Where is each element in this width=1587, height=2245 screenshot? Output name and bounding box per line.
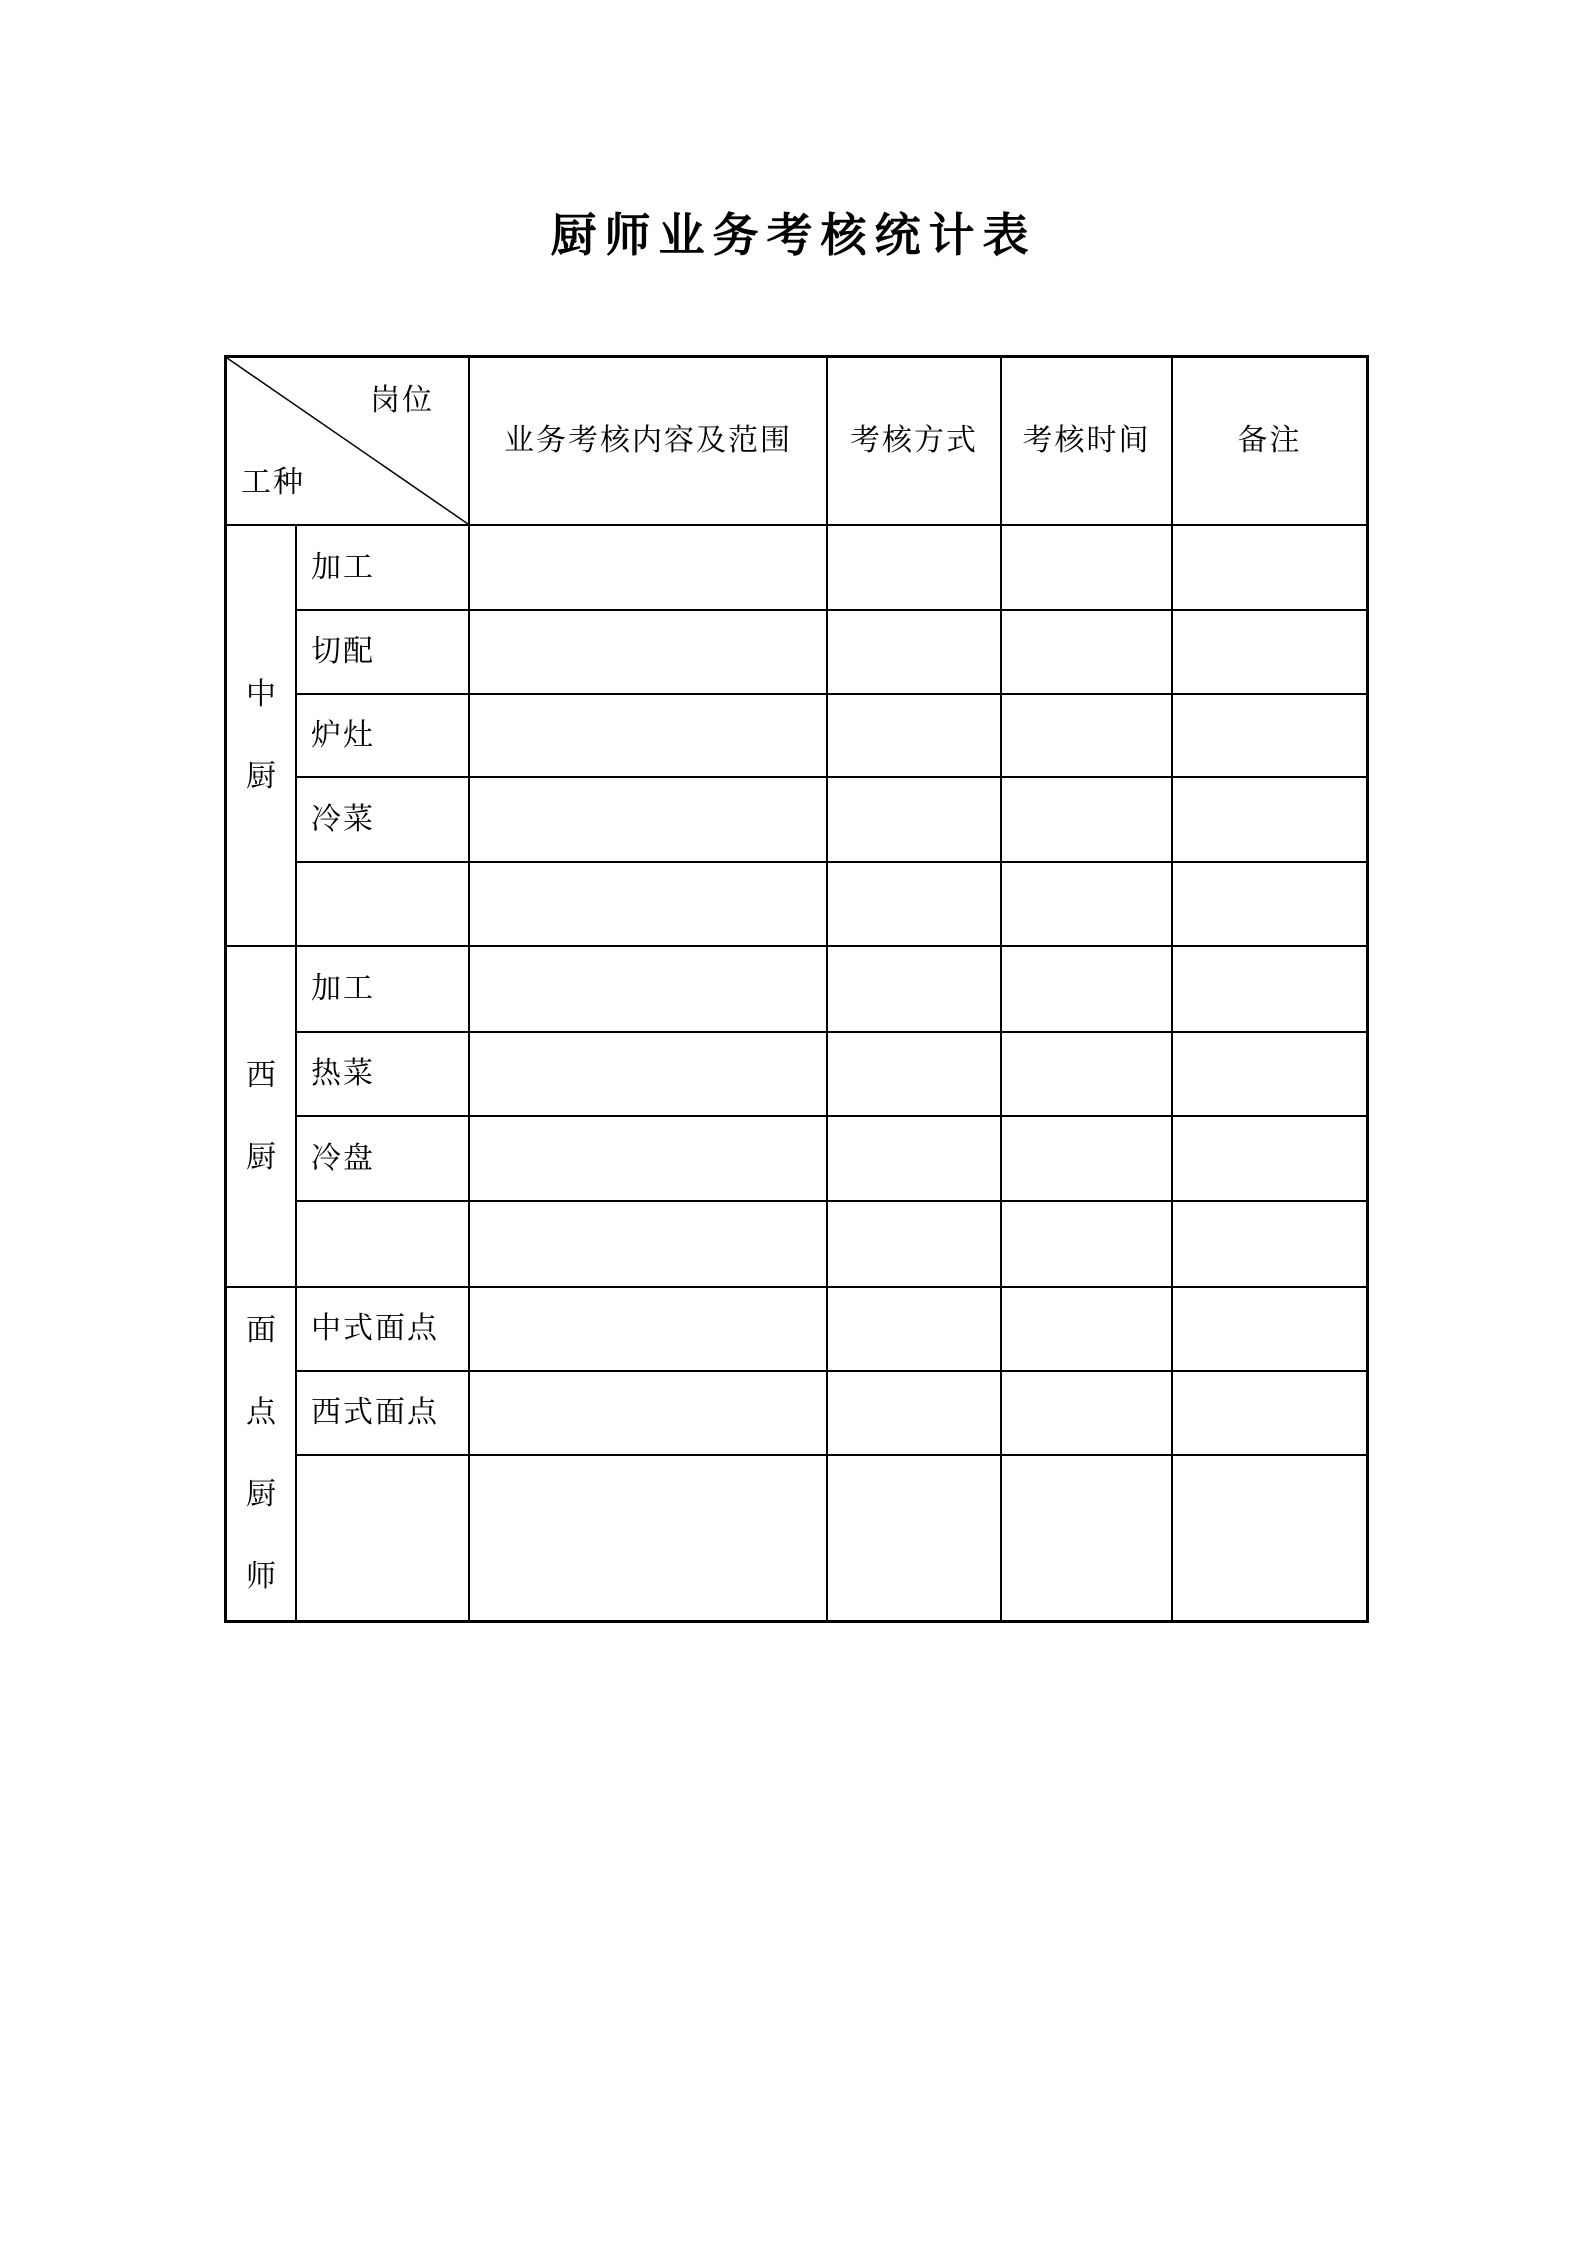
empty-cell [1002, 1202, 1173, 1288]
empty-cell [828, 1456, 1002, 1620]
job-cell-western-pastry: 西式面点 [297, 1372, 470, 1456]
empty-cell [828, 1117, 1002, 1202]
header-time: 考核时间 [1002, 358, 1173, 526]
diagonal-header-cell [227, 358, 470, 526]
job-cell-stove: 炉灶 [297, 695, 470, 778]
empty-cell [470, 778, 828, 863]
empty-cell [1173, 526, 1366, 611]
empty-cell [1173, 1202, 1366, 1288]
empty-cell [1173, 1372, 1366, 1456]
page-title: 厨师业务考核统计表 [550, 210, 1037, 261]
group-char: 西 [246, 1058, 276, 1092]
empty-cell [1173, 695, 1366, 778]
header-method: 考核方式 [828, 358, 1002, 526]
empty-cell [470, 526, 828, 611]
job-cell-cold-platter: 冷盘 [297, 1117, 470, 1202]
group-char: 厨 [246, 759, 276, 793]
empty-cell [828, 1288, 1002, 1372]
empty-cell [828, 611, 1002, 695]
diagonal-label-jobtype: 工种 [241, 466, 305, 499]
empty-cell [828, 863, 1002, 947]
empty-cell [470, 1202, 828, 1288]
group-char: 中 [246, 677, 276, 711]
job-cell-chinese-pastry: 中式面点 [297, 1288, 470, 1372]
empty-cell [470, 695, 828, 778]
empty-cell [470, 1117, 828, 1202]
empty-cell [1002, 1288, 1173, 1372]
empty-cell [1002, 778, 1173, 863]
empty-cell [1173, 778, 1366, 863]
empty-cell [1002, 863, 1173, 947]
empty-cell [1173, 1033, 1366, 1117]
empty-cell [1002, 1456, 1173, 1620]
job-cell-processing-west: 加工 [297, 947, 470, 1033]
empty-cell [1002, 1033, 1173, 1117]
diagonal-label-position: 岗位 [370, 384, 434, 417]
group-cell-western-kitchen [227, 947, 297, 1288]
empty-cell [470, 1372, 828, 1456]
job-cell-processing: 加工 [297, 526, 470, 611]
empty-cell [470, 1033, 828, 1117]
header-remarks: 备注 [1173, 358, 1366, 526]
group-char: 师 [246, 1560, 276, 1593]
empty-cell [470, 1288, 828, 1372]
empty-cell [470, 1456, 828, 1620]
empty-cell [828, 1202, 1002, 1288]
header-content-scope: 业务考核内容及范围 [470, 358, 828, 526]
empty-cell [1002, 1117, 1173, 1202]
empty-cell [1002, 611, 1173, 695]
empty-cell [1173, 1288, 1366, 1372]
empty-cell [1173, 863, 1366, 947]
empty-cell [470, 611, 828, 695]
empty-cell [828, 778, 1002, 863]
job-cell-empty [297, 1202, 470, 1288]
group-cell-chinese-kitchen [227, 526, 297, 947]
job-cell-hot-dish: 热菜 [297, 1033, 470, 1117]
job-cell-empty [297, 1456, 470, 1620]
empty-cell [1002, 695, 1173, 778]
empty-cell [828, 1033, 1002, 1117]
empty-cell [1002, 947, 1173, 1033]
empty-cell [828, 695, 1002, 778]
empty-cell [470, 947, 828, 1033]
group-char: 点 [246, 1396, 276, 1429]
group-char: 厨 [246, 1140, 276, 1174]
empty-cell [1002, 1372, 1173, 1456]
empty-cell [828, 526, 1002, 611]
job-cell-empty [297, 863, 470, 947]
empty-cell [1173, 947, 1366, 1033]
empty-cell [828, 947, 1002, 1033]
empty-cell [1173, 1456, 1366, 1620]
assessment-table [224, 355, 1369, 1623]
job-cell-cold-dish: 冷菜 [297, 778, 470, 863]
empty-cell [1173, 611, 1366, 695]
group-cell-pastry-chef [227, 1288, 297, 1620]
group-char: 厨 [246, 1478, 276, 1511]
empty-cell [470, 863, 828, 947]
empty-cell [828, 1372, 1002, 1456]
empty-cell [1002, 526, 1173, 611]
empty-cell [1173, 1117, 1366, 1202]
group-char: 面 [246, 1314, 276, 1347]
job-cell-cutting: 切配 [297, 611, 470, 695]
